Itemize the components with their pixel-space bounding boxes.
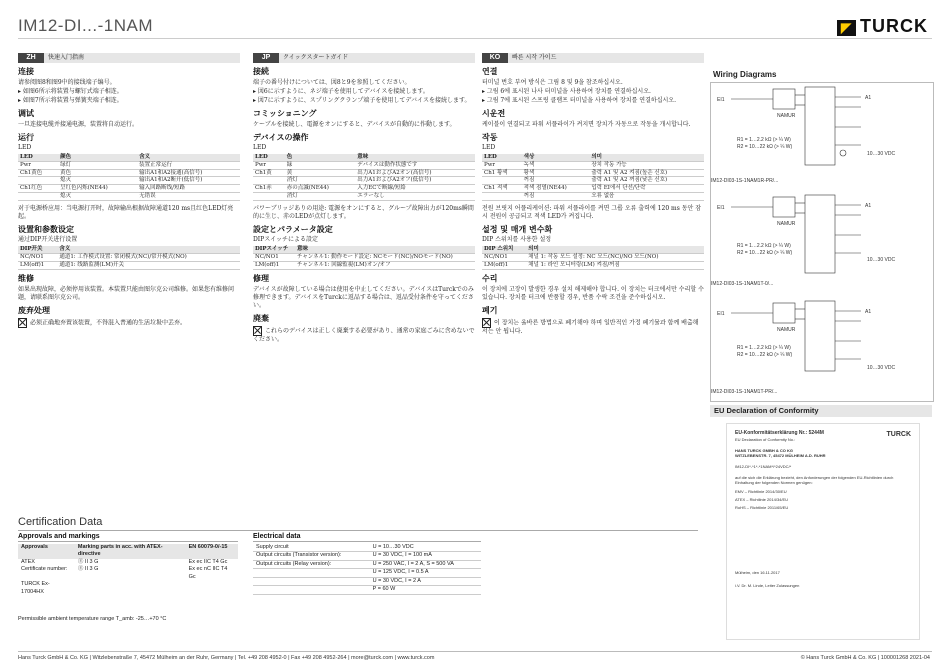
table-row: U = 125 VDC, I = 0.5 A xyxy=(253,569,481,577)
approvals-table: Approvals Marking parts in acc. with ATEX-directive EN 60079-0/-15 ATEX Ⓔ II 3 G Ex ec IIC T4 Gc Certificate number: Ⓔ II 3 G Ex ec nC IIC T4 Gc TURCK Ex-17004HX xyxy=(18,544,238,596)
lang-name: 빠른 시작 가이드 xyxy=(512,54,557,61)
r1-label: R1 = 1…2.2 kΩ (> ¼ W) xyxy=(737,137,791,143)
paragraph: 如果出现故障，必须停用该装置。本装置只能由图尔克公司维修。如果您有维修问题，请联系图尔克公司。 xyxy=(18,285,235,301)
section-title: コミッショニング xyxy=(253,109,317,119)
table-row: 消灯 出力A1およびA2オフ(低信号) xyxy=(253,177,475,185)
footer-copyright: © Hans Turck GmbH & Co. KG | 100001268 2021-04 xyxy=(800,655,930,661)
table-row: TURCK Ex-17004HX xyxy=(21,581,50,595)
dip-table: DIP 스위치 의미 NC/NO1 채널 1: 작동 모드 설정: NC 모드(NC)/NO 모드(NO) LM(off)1 채널 1: 라인 모니터링(LM) 켜짐/꺼짐 xyxy=(482,246,704,270)
eu-doc-header: EU-Konformitätserklärung Nr.: 5244M xyxy=(735,430,824,436)
section-title: 설정 및 매개 변수화 xyxy=(482,225,553,235)
eu-product: IM12-DI*-*1*-*1NAM*/*24VDC/* xyxy=(735,464,792,470)
table-row: NC/NO1 通道1: 工作模式设置: 常闭模式(NC)/常开模式(NO) xyxy=(18,254,240,262)
section-title: 연결 xyxy=(482,67,498,76)
paragraph: パワーブリッジありの用途: 電源をオンにすると、グループ故障出力が120ms瞬間的に生じ、赤のLEDが点灯します。 xyxy=(253,205,474,221)
table-row: Ch1黄色 黄色 输出A1和A2接通(高信号) xyxy=(18,169,240,177)
ambient-temperature: Permissible ambient temperature range T_amb: -25…+70 °C xyxy=(18,615,167,622)
eu-declaration-document xyxy=(726,423,920,640)
paragraph: 케이블이 연결되고 파워 서플라이가 켜지면 장치가 자동으로 작동을 개시합니다. xyxy=(482,120,691,128)
paragraph: ▸ 그림 7에 표시된 스프링 클램프 터미널을 사용하여 장치를 연결하십시오. xyxy=(482,96,676,104)
paragraph: 一旦连接电缆并接通电源，装置将自动运行。 xyxy=(18,120,139,128)
section-subtitle: LED xyxy=(18,143,32,151)
paragraph: これらのデバイスは正しく廃棄する必要があり、通常の家庭ごみに含めないでください。 xyxy=(253,327,475,343)
lang-name: クイックスタートガイド xyxy=(283,54,349,61)
dip-table: DIP开关 含义 NC/NO1 通道1: 工作模式设置: 常闭模式(NC)/常开模式(NO) LM(off)1 通道1: 线路监测(LM)开关 xyxy=(18,246,240,270)
column-jp xyxy=(253,53,475,345)
approvals-heading: Approvals and markings xyxy=(18,533,100,540)
electrical-table xyxy=(253,544,481,595)
header-rule xyxy=(18,38,932,39)
section-subtitle: DIP 스위치를 사용한 설정 xyxy=(482,236,552,244)
diagram-2 xyxy=(731,195,861,273)
a1-label: A1 xyxy=(865,95,872,101)
led-table: LED 色 意味 Pwr 緑 デバイスは動作状態です Ch1黄 黄 出力A1およびA2オン(高信号) 消灯 出力A1およびA2オフ(低信号) Ch1赤 赤の点滅(NE44) 入力ECで断線/短絡 消灯 エラーなし xyxy=(253,154,475,201)
lang-bar-zh xyxy=(18,53,240,63)
namur-label: NAMUR xyxy=(777,327,796,333)
paragraph: 请参阅图8和图9中的接线端子编号。 xyxy=(18,78,116,86)
table-row: U = 30 VDC, I = 2 A xyxy=(253,577,481,585)
footer-rule xyxy=(18,651,932,652)
lang-bar-jp xyxy=(253,53,475,63)
turck-logo xyxy=(837,16,928,37)
eu-line: auf die sich die Erklärung bezieht, den Anforderungen der folgenden EU-Richtlinien durch Einhaltung der folgenden Normen genügen: xyxy=(735,475,894,486)
ei1-label: EI1 xyxy=(717,311,725,317)
table-row: Pwr 緑 デバイスは動作状態です xyxy=(253,161,475,169)
disposal-bin-icon xyxy=(18,318,27,328)
eu-line: RoHS – Richtlinie 2011/65/EU xyxy=(735,505,789,510)
paragraph: ▸ 그림 6에 표시된 나사 터미널을 사용하여 장치를 연결하십시오. xyxy=(482,87,651,95)
certification-rule xyxy=(18,530,698,531)
table-row: P = 60 W xyxy=(253,586,481,594)
paragraph: 端子の番号付けについては、図8と9を参照してください。 xyxy=(253,78,411,86)
section-title: 修理 xyxy=(253,273,269,283)
lang-code: JP xyxy=(253,53,279,63)
table-row: Supply circuit U = 10…30 VDC xyxy=(253,544,481,552)
ei1-label: EI1 xyxy=(717,205,725,211)
eu-declaration-title: EU Declaration of Conformity xyxy=(710,405,932,417)
namur-label: NAMUR xyxy=(777,113,796,119)
table-row: Ch1黄 黄 出力A1およびA2オン(高信号) xyxy=(253,169,475,177)
document-title: IM12-DI...-1NAM xyxy=(18,16,154,35)
table-row: Ch1 황색 황색 출력 A1 및 A2 켜짐(높은 신호) xyxy=(482,169,704,177)
section-subtitle: LED xyxy=(253,143,267,151)
vdc-label: 10…30 VDC xyxy=(867,257,896,263)
vdc-label: 10…30 VDC xyxy=(867,151,896,157)
paragraph: 이 장치에 고장이 발생한 경우 설치 해제해야 합니다. 이 장치는 터크에서만 수리할 수 있습니다. 장치를 터크에 반품할 경우, 반품 수락 조건을 준수하십시오. xyxy=(482,285,704,301)
table-row: 熄灭 无错误 xyxy=(18,193,240,201)
section-subtitle: LED xyxy=(482,143,496,151)
table-row: Ch1 적색 적색 점멸(NE44) 입력 EI에서 단선/단락 xyxy=(482,185,704,193)
paragraph: 전원 브릿지 어플리케이션: 파워 서플라이를 켜면 그룹 오류 출력에 120 ms 동안 잠시 전원이 공급되고 적색 LED가 켜집니다. xyxy=(482,205,702,221)
section-title: 폐기 xyxy=(482,305,498,315)
eu-signer: i.V. Dr. M. Linde, Leiter Zulassungen xyxy=(735,583,800,589)
r1-label: R1 = 1…2.2 kΩ (> ¼ W) xyxy=(737,243,791,249)
section-title: 废弃处理 xyxy=(18,305,50,315)
table-row: Output circuits (Transistor version): U = 30 VDC, I = 100 mA xyxy=(253,552,481,560)
led-table: LED 색상 의미 Pwr 녹색 장치 작동 가능 Ch1 황색 황색 출력 A1 및 A2 켜짐(높은 신호) 꺼짐 출력 A1 및 A2 꺼짐(낮은 신호) Ch1 적색 적색 점멸(NE44) 입력 EI에서 단선/단락 꺼짐 오류 없음 xyxy=(482,154,704,201)
paragraph: 对于电源桥应用：当电源打开时，故障输出根据故障通道120 ms且红色LED灯亮起。 xyxy=(18,205,234,221)
table-row: Output circuits (Relay version): U = 250 VAC, I = 2 A, S = 500 VA xyxy=(253,560,481,568)
eu-place-date: Mülheim, den 16.11.2017 xyxy=(735,570,780,576)
namur-label: NAMUR xyxy=(777,221,796,227)
table-row: 消灯 エラーなし xyxy=(253,193,475,201)
column-zh xyxy=(18,53,240,329)
eu-address: WITZLEBENSTR. 7, 45472 MÜLHEIM A.D. RUHR xyxy=(735,452,826,458)
electrical-section xyxy=(253,533,481,595)
table-row: LM(off)1 채널 1: 라인 모니터링(LM) 켜짐/꺼짐 xyxy=(482,261,704,269)
eu-company: HANS TURCK GMBH & CO KG xyxy=(735,447,793,453)
section-title: デバイスの操作 xyxy=(253,132,309,142)
r2-label: R2 = 10…22 kΩ (> ¼ W) xyxy=(737,144,793,150)
section-title: 시운전 xyxy=(482,109,506,119)
r2-label: R2 = 10…22 kΩ (> ¼ W) xyxy=(737,352,793,358)
table-row: NC/NO1 チャンネル1: 動作モード設定: NCモード(NC)/NOモード(NO) xyxy=(253,254,475,262)
table-row: ATEX Ⓔ II 3 G Ex ec IIC T4 Gc xyxy=(21,558,228,565)
approvals-section xyxy=(18,533,238,622)
diagram-caption: IM12-DI03-1S-1NAM1R-PR/... xyxy=(711,178,779,184)
table-row: LM(off)1 チャンネル1: 回線監視(LM)オン/オフ xyxy=(253,261,475,269)
vdc-label: 10…30 VDC xyxy=(867,365,896,371)
electrical-heading: Electrical data xyxy=(253,533,301,540)
r1-label: R1 = 1…2.2 kΩ (> ¼ W) xyxy=(737,345,791,351)
section-title: 接続 xyxy=(253,67,269,76)
wiring-diagrams-panel xyxy=(710,82,934,402)
table-row: Pwr 녹색 장치 작동 가능 xyxy=(482,161,704,169)
section-subtitle: DIPスイッチによる設定 xyxy=(253,236,318,244)
lang-name: 快速入门指南 xyxy=(48,54,85,61)
table-row: 꺼짐 오류 없음 xyxy=(482,193,704,201)
paragraph: 터미널 번호 부여 방식은 그림 8 및 9을 참조하십시오. xyxy=(482,78,623,86)
led-table: LED 颜色 含义 Pwr 绿灯 装置正常运行 Ch1黄色 黄色 输出A1和A2接通(高信号) 熄灭 输出A1和A2断开(低信号) Ch1红色 呈红色闪烁(NE44) 输入回路断线/短路 熄灭 无错误 xyxy=(18,154,240,201)
diagram-caption: IM12-DI03-1S-1NAM1T-PR/... xyxy=(711,389,778,395)
lang-code: KO xyxy=(482,53,508,63)
section-title: 维修 xyxy=(18,273,34,283)
disposal-bin-icon xyxy=(253,326,262,336)
disposal-bin-icon xyxy=(482,318,491,328)
paragraph: 이 장치는 올바른 방법으로 폐기해야 하며 일반적인 가정 폐기물과 함께 배출해서는 안 됩니다. xyxy=(482,319,699,335)
paragraph: デバイスが故障している場合は使用を中止してください。デバイスはTurckでのみ修理できます。デバイスをTurckに返品する場合は、返品受付条件を守ってください。 xyxy=(253,285,474,309)
paragraph: ▸ 図7に示すように、スプリングクランプ端子を使用してデバイスを接続します。 xyxy=(253,96,471,104)
footer-contact: Hans Turck GmbH & Co. KG | Witzlebenstraße 7, 45472 Mülheim an der Ruhr, Germany | Tel. +49 208 4952-0 | Fax +49 208 4952-264 | more@turck.com | www.turck.com xyxy=(18,655,435,661)
certification-title: Certification Data xyxy=(18,516,103,528)
a1-label: A1 xyxy=(865,203,872,209)
section-title: 廃棄 xyxy=(253,313,269,323)
section-title: 调试 xyxy=(18,109,34,119)
paragraph: 必须正确地弃置该装置，不得混入普通的生活垃圾中丢弃。 xyxy=(30,319,187,327)
table-row: NC/NO1 채널 1: 작동 모드 설정: NC 모드(NC)/NO 모드(NO) xyxy=(482,254,704,262)
diagram-3 xyxy=(731,301,861,371)
diagram-caption: IM12-DI03-1S-1NAM1T-0/... xyxy=(711,281,774,287)
table-row: Pwr 绿灯 装置正常运行 xyxy=(18,161,240,169)
eu-doc-sub: EU Declaration of Conformity No.: xyxy=(735,436,796,442)
logo-text: TURCK xyxy=(860,16,928,36)
table-row: 꺼짐 출력 A1 및 A2 꺼짐(낮은 신호) xyxy=(482,177,704,185)
section-subtitle: 通过DIP开关进行设置 xyxy=(18,236,78,244)
column-ko xyxy=(482,53,704,337)
paragraph: ケーブルを接続し、電源をオンにすると、デバイスが自動的に作動します。 xyxy=(253,120,456,128)
r2-label: R2 = 10…22 kΩ (> ¼ W) xyxy=(737,250,793,256)
lang-code: ZH xyxy=(18,53,44,63)
paragraph: ▸ 如图6所示将装置与螺钉式端子相连。 xyxy=(18,87,123,95)
section-title: 設定とパラメータ設定 xyxy=(253,225,333,235)
logo-mark-icon: ◤ xyxy=(837,20,856,36)
section-title: 작동 xyxy=(482,132,498,142)
section-title: 수리 xyxy=(482,273,498,283)
wiring-diagrams-title: Wiring Diagrams xyxy=(713,70,777,79)
table-row: 熄灭 输出A1和A2断开(低信号) xyxy=(18,177,240,185)
lang-bar-ko xyxy=(482,53,704,63)
section-title: 连接 xyxy=(18,67,34,76)
table-row: Ch1红色 呈红色闪烁(NE44) 输入回路断线/短路 xyxy=(18,185,240,193)
section-title: 运行 xyxy=(18,132,34,142)
table-row: Certificate number: Ⓔ II 3 G Ex ec nC IIC T4 Gc xyxy=(21,566,228,580)
table-row: Ch1赤 赤の点滅(NE44) 入力ECで断線/短絡 xyxy=(253,185,475,193)
diagram-1 xyxy=(731,87,861,165)
eu-line: EMV – Richtlinie 2014/30/EU xyxy=(735,488,787,494)
section-title: 设置和参数设定 xyxy=(18,225,74,235)
a1-label: A1 xyxy=(865,309,872,315)
eu-doc-logo: TURCK xyxy=(886,431,911,438)
ei1-label: EI1 xyxy=(717,97,725,103)
dip-table: DIPスイッチ 意味 NC/NO1 チャンネル1: 動作モード設定: NCモード(NC)/NOモード(NO) LM(off)1 チャンネル1: 回線監視(LM)オン/オフ xyxy=(253,246,475,270)
paragraph: ▸ 如图7所示将装置与弹簧夹端子相连。 xyxy=(18,96,123,104)
table-row: LM(off)1 通道1: 线路监测(LM)开关 xyxy=(18,261,240,269)
eu-line: ATEX – Richtlinie 2014/34/EU xyxy=(735,496,789,502)
paragraph: ▸ 図6に示すように、ネジ端子を使用してデバイスを接続します。 xyxy=(253,87,429,95)
